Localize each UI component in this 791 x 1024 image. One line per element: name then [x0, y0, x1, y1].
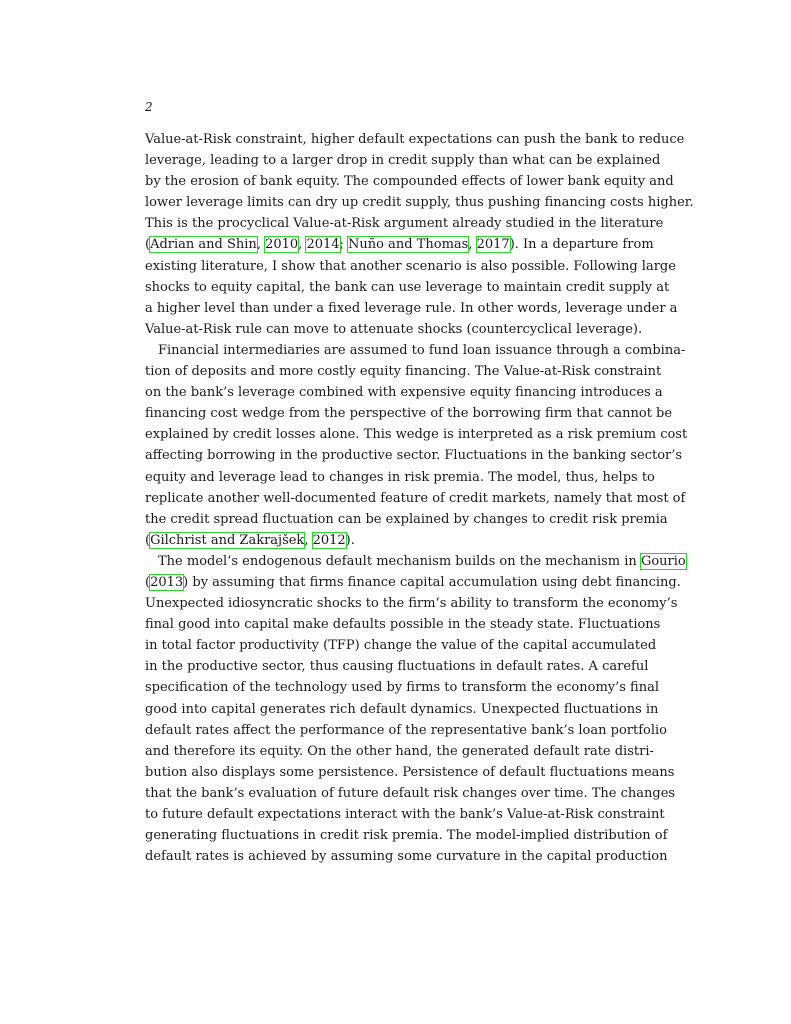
- text-segment: final good into capital make defaults possible in the steady state. Fluctuations: [145, 617, 661, 633]
- text-segment: on the bank’s leverage combined with expensive equity financing introduces a: [145, 385, 663, 401]
- citation-link[interactable]: Gourio: [640, 553, 686, 569]
- text-segment: The model’s endogenous default mechanism builds on the mechanism in: [158, 553, 641, 569]
- text-segment: Value-at-Risk constraint, higher default expectations can push the bank to reduce: [145, 132, 685, 147]
- citation-link[interactable]: 2013: [150, 574, 184, 590]
- text-line: [145, 445, 683, 466]
- text-segment: existing literature, I show that another scenario is also possible. Following large: [145, 258, 676, 274]
- text-segment: a higher level than under a fixed leverage rule. In other words, leverage under a: [145, 300, 678, 316]
- citation-link[interactable]: 2010: [265, 237, 299, 253]
- text-line: [145, 656, 649, 677]
- text-segment: generating fluctuations in credit risk premia. The model-implied distribution of: [145, 828, 668, 844]
- text-line: [145, 509, 668, 530]
- text-line: [145, 720, 667, 741]
- text-line: [145, 403, 673, 424]
- text-line: [145, 677, 660, 698]
- text-line: [145, 256, 676, 277]
- text-line: [145, 234, 654, 255]
- text-segment: ) by assuming that firms finance capital accumulation using debt financing.: [183, 574, 681, 590]
- citation-link[interactable]: Adrian and Shin: [150, 237, 257, 253]
- text-line: [145, 171, 674, 192]
- text-segment: ,: [298, 237, 307, 253]
- text-segment: (: [145, 532, 151, 548]
- text-segment: This is the procyclical Value-at-Risk argument already studied in the literature: [145, 216, 664, 232]
- text-line: [145, 382, 663, 403]
- text-segment: (: [145, 574, 151, 590]
- text-line: [145, 783, 676, 804]
- text-segment: the credit spread fluctuation can be explained by changes to credit risk premia: [145, 511, 668, 527]
- paragraph: [145, 551, 686, 867]
- text-segment: ). In a departure from: [509, 237, 654, 253]
- text-segment: Financial intermediaries are assumed to fund loan issuance through a combina-: [158, 342, 686, 358]
- text-line: [145, 614, 661, 635]
- text-segment: financing cost wedge from the perspective of the borrowing firm that cannot be: [145, 406, 673, 422]
- text-segment: explained by credit losses alone. This wedge is interpreted as a risk premium cost: [145, 427, 688, 443]
- text-line: [145, 762, 675, 783]
- paragraph: [145, 340, 688, 551]
- text-line: [145, 424, 688, 445]
- text-line: [145, 150, 661, 171]
- text-segment: replicate another well-documented feature of credit markets, namely that most of: [145, 490, 686, 506]
- text-line: [145, 846, 668, 867]
- text-segment: ,: [256, 237, 266, 253]
- text-segment: ;: [339, 237, 349, 253]
- citation-link[interactable]: 2012: [312, 532, 346, 548]
- text-segment: Value-at-Risk rule can move to attenuate shocks (countercyclical leverage).: [145, 321, 643, 337]
- text-segment: in the productive sector, thus causing fluctuations in default rates. A careful: [145, 659, 649, 675]
- text-segment: default rates affect the performance of the representative bank’s loan portfolio: [145, 722, 667, 738]
- text-segment: leverage, leading to a larger drop in credit supply than what can be explained: [145, 153, 661, 169]
- text-line: [145, 129, 685, 150]
- text-segment: bution also displays some persistence. Persistence of default fluctuations means: [145, 764, 675, 780]
- citation-link[interactable]: 2017: [476, 237, 510, 253]
- paragraph: [145, 129, 694, 340]
- text-segment: by the erosion of bank equity. The compounded effects of lower bank equity and: [145, 174, 674, 190]
- text-line: [145, 741, 654, 762]
- citation-link[interactable]: 2014: [306, 237, 340, 253]
- text-line: [145, 192, 694, 213]
- text-segment: specification of the technology used by firms to transform the economy’s final: [145, 680, 660, 696]
- text-segment: Unexpected idiosyncratic shocks to the firm’s ability to transform the economy’s: [145, 596, 678, 612]
- text-line: [145, 825, 668, 846]
- text-line: [145, 298, 678, 319]
- text-segment: that the bank’s evaluation of future default risk changes over time. The changes: [145, 785, 676, 801]
- text-segment: tion of deposits and more costly equity financing. The Value-at-Risk constraint: [145, 364, 662, 380]
- text-line: [145, 277, 670, 298]
- citation-link[interactable]: Gilchrist and Zakrajšek: [150, 532, 305, 548]
- text-line: [145, 699, 659, 720]
- text-line: [145, 340, 686, 361]
- text-line: [145, 593, 678, 614]
- text-segment: ,: [304, 532, 313, 548]
- text-line: [145, 319, 642, 340]
- text-line: [145, 635, 657, 656]
- text-line: [145, 213, 664, 234]
- text-segment: equity and leverage lead to changes in risk premia. The model, thus, helps to: [145, 469, 655, 485]
- text-segment: in total factor productivity (TFP) change the value of the capital accumulated: [145, 638, 657, 654]
- text-segment: lower leverage limits can dry up credit supply, thus pushing financing costs higher.: [145, 195, 694, 211]
- text-segment: ,: [468, 237, 477, 253]
- body-text: [145, 129, 694, 867]
- text-line: [145, 488, 686, 509]
- text-line: [145, 361, 662, 382]
- text-segment: to future default expectations interact with the bank’s Value-at-Risk constraint: [145, 807, 665, 822]
- text-segment: ).: [345, 532, 355, 548]
- text-line: [145, 804, 665, 825]
- text-line: [145, 551, 686, 572]
- citation-link[interactable]: Nuño and Thomas: [348, 237, 469, 253]
- text-segment: good into capital generates rich default dynamics. Unexpected fluctuations in: [145, 701, 659, 717]
- page-number: 2: [145, 100, 153, 114]
- text-line: [145, 467, 655, 488]
- text-segment: and therefore its equity. On the other hand, the generated default rate distri-: [145, 743, 654, 759]
- text-segment: (: [145, 237, 151, 253]
- text-segment: affecting borrowing in the productive sector. Fluctuations in the banking sector’s: [145, 448, 683, 464]
- text-segment: default rates is achieved by assuming some curvature in the capital production: [145, 849, 668, 865]
- text-line: [145, 572, 681, 593]
- text-segment: shocks to equity capital, the bank can use leverage to maintain credit supply at: [145, 279, 670, 295]
- text-line: [145, 530, 642, 551]
